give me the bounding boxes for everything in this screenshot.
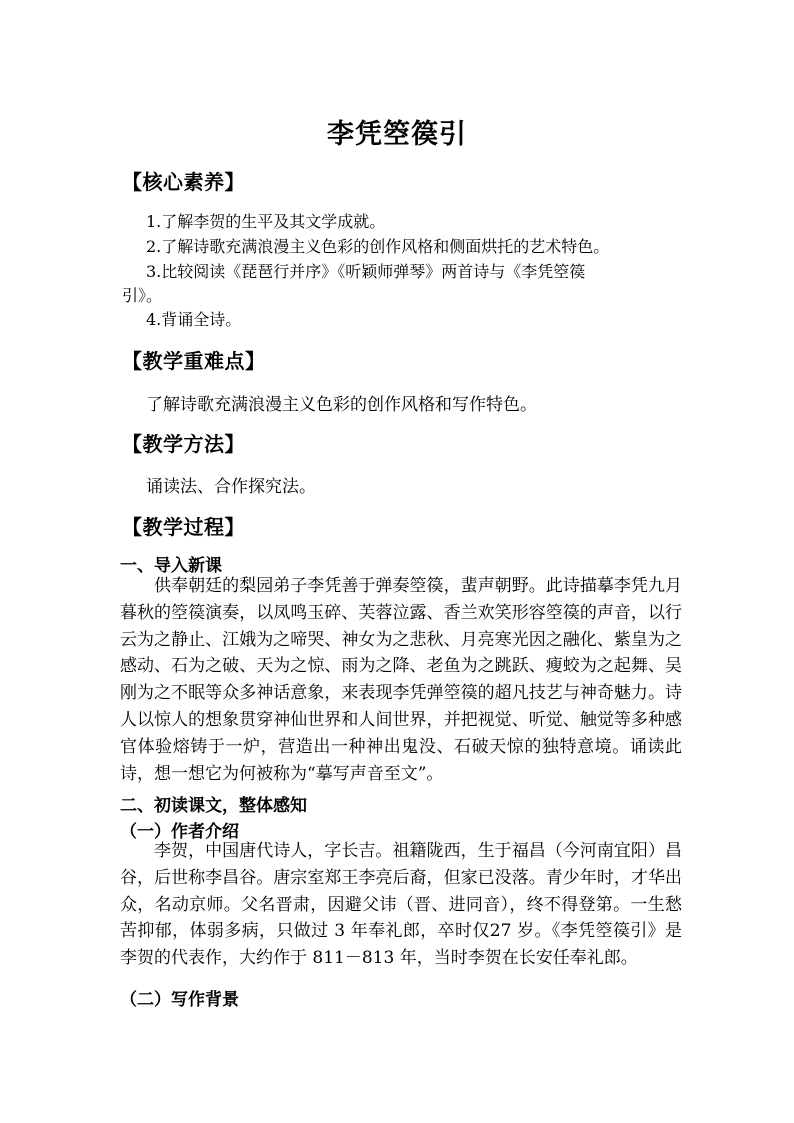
section-heading-process: 【教学过程】	[122, 515, 245, 539]
key-text: 了解诗歌充满浪漫主义色彩的创作风格和写作特色。	[146, 395, 537, 415]
core-item-1: 1.了解李贺的生平及其文学成就。	[146, 212, 386, 231]
core-item-4: 4.背诵全诗。	[146, 310, 242, 329]
method-text: 诵读法、合作探究法。	[146, 477, 316, 497]
part1-title: 一、导入新课	[120, 556, 222, 576]
sub1-title: （一）作者介绍	[120, 822, 239, 842]
part1-paragraph: 供奉朝廷的梨园弟子李凭善于弹奏箜篌，蜚声朝野。此诗描摹李凭九月暮秋的箜篌演奏，以凤鸣玉碎、芙蓉泣露、香兰欢笑形容箜篌的声音，以行云为之静止、江娥为之啼哭、神女为之悲秋、月亮寒光因之融化、紫皇为之感动、石为之破、天为之惊、雨为之降、老鱼为之跳跃、瘦蛟为之起舞、吴刚为之不眠等众多神话意象，来表现李凭弹箜篌的超凡技艺与神奇魅力。诗人以惊人的想象贯穿神仙世界和人间世界，并把视觉、听觉、触觉等多种感官体验熔铸于一炉，营造出一种神出鬼没、石破天惊的独特意境。诵读此诗，想一想它为何被称为“摹写声音至文”。	[120, 576, 682, 784]
part2-title: 二、初读课文，整体感知	[120, 796, 307, 816]
page-title: 李凭箜篌引	[327, 119, 467, 150]
core-item-3: 3.比较阅读《琵琶行并序》《听颖师弹琴》两首诗与《李凭箜篌	[146, 262, 586, 281]
section-heading-key: 【教学重难点】	[122, 349, 266, 373]
core-item-2: 2.了解诗歌充满浪漫主义色彩的创作风格和侧面烘托的艺术特色。	[146, 237, 610, 256]
sub1-paragraph: 李贺，中国唐代诗人，字长吉。祖籍陇西，生于福昌（今河南宜阳）昌谷，后世称李昌谷。唐宗室郑王李亮后裔，但家已没落。青少年时，才华出众，名动京师。父名晋肃，因避父讳（晋、进同音），终不得登第。一生愁苦抑郁，体弱多病，只做过 3 年奉礼郎，卒时仅27 岁。《李凭箜篌引》是李贺的代表作，大约作于 811－813 年，当时李贺在长安任奉礼郎。	[120, 841, 682, 969]
sub2-title: （二）写作背景	[120, 990, 239, 1010]
section-heading-method: 【教学方法】	[122, 432, 245, 456]
section-heading-core: 【核心素养】	[122, 170, 245, 194]
core-item-3-cont: 引》。	[122, 286, 163, 305]
